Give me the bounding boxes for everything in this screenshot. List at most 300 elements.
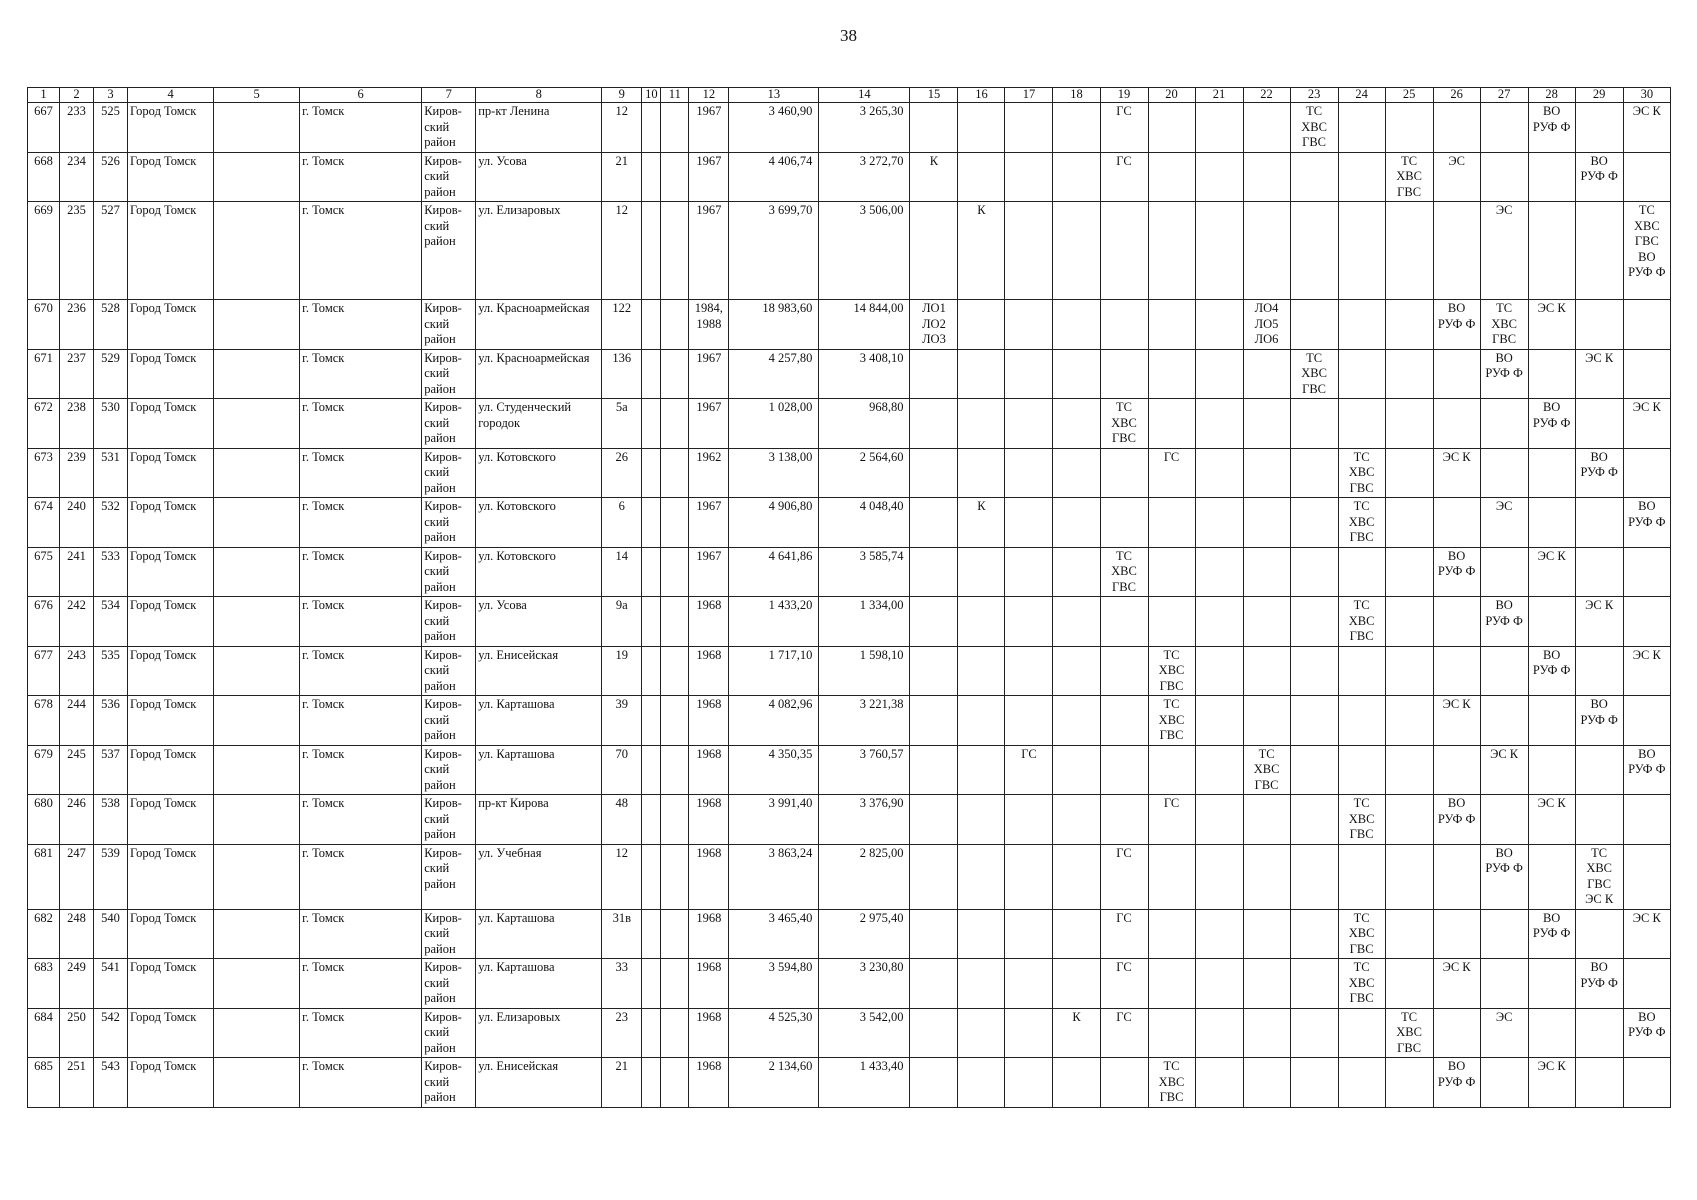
table-cell	[1195, 202, 1243, 300]
table-cell	[1195, 597, 1243, 647]
table-cell: ул. Учебная	[476, 844, 602, 909]
table-cell: 237	[60, 349, 94, 399]
table-cell: 541	[94, 959, 128, 1009]
table-cell	[661, 152, 689, 202]
table-cell: ТС ХВС ГВС	[1338, 498, 1385, 548]
table-cell: Киров- ский район	[422, 909, 476, 959]
table-cell	[958, 1058, 1005, 1108]
table-cell	[661, 498, 689, 548]
table-cell: 1967	[689, 399, 729, 449]
table-cell	[910, 202, 958, 300]
table-cell: 1 028,00	[729, 399, 819, 449]
table-cell: ул. Елизаровых	[476, 202, 602, 300]
table-cell	[1005, 103, 1053, 153]
table-cell: 1968	[689, 597, 729, 647]
table-cell: 4 525,30	[729, 1008, 819, 1058]
table-cell	[642, 1058, 661, 1108]
table-cell	[1053, 795, 1100, 845]
table-cell	[1148, 597, 1195, 647]
table-row	[28, 795, 1671, 845]
table-cell	[1290, 498, 1338, 548]
table-cell: 1968	[689, 696, 729, 746]
table-cell	[958, 103, 1005, 153]
table-cell	[642, 1008, 661, 1058]
table-cell	[1195, 909, 1243, 959]
table-cell: ул. Усова	[476, 152, 602, 202]
table-cell	[1338, 745, 1385, 795]
table-cell: ул. Котовского	[476, 448, 602, 498]
table-cell	[214, 646, 300, 696]
table-cell: Город Томск	[128, 300, 214, 350]
table-cell: 1984, 1988	[689, 300, 729, 350]
table-cell	[1053, 202, 1100, 300]
column-header: 22	[1243, 88, 1290, 103]
table-cell	[1480, 959, 1528, 1009]
table-cell	[1195, 448, 1243, 498]
table-cell: 667	[28, 103, 60, 153]
table-cell: 235	[60, 202, 94, 300]
table-cell: Киров- ский район	[422, 448, 476, 498]
table-cell	[661, 745, 689, 795]
table-cell	[1148, 909, 1195, 959]
table-cell	[1290, 1058, 1338, 1108]
table-cell	[1243, 844, 1290, 909]
column-header: 5	[214, 88, 300, 103]
table-cell: Город Томск	[128, 448, 214, 498]
table-cell	[1575, 1058, 1623, 1108]
table-cell	[1005, 795, 1053, 845]
table-cell: Город Томск	[128, 795, 214, 845]
table-cell: ВО РУФ Ф	[1480, 349, 1528, 399]
table-cell	[1005, 300, 1053, 350]
table-cell: ВО РУФ Ф	[1433, 300, 1480, 350]
table-cell: 3 265,30	[819, 103, 910, 153]
table-cell: 250	[60, 1008, 94, 1058]
table-cell	[1338, 349, 1385, 399]
table-cell	[661, 1058, 689, 1108]
table-cell	[642, 349, 661, 399]
table-cell	[1243, 795, 1290, 845]
table-cell	[1148, 103, 1195, 153]
table-cell: г. Томск	[300, 202, 422, 300]
table-cell	[1243, 448, 1290, 498]
table-cell: 1968	[689, 1008, 729, 1058]
table-cell	[214, 959, 300, 1009]
table-cell: 539	[94, 844, 128, 909]
table-cell: ВО РУФ Ф	[1623, 498, 1670, 548]
table-cell: 3 594,80	[729, 959, 819, 1009]
table-cell	[661, 547, 689, 597]
table-cell: ТС ХВС ГВС	[1290, 349, 1338, 399]
table-cell: К	[958, 202, 1005, 300]
table-cell	[661, 795, 689, 845]
table-cell: ЭС К	[1623, 399, 1670, 449]
table-cell	[1338, 300, 1385, 350]
table-cell: ВО РУФ Ф	[1575, 152, 1623, 202]
table-cell: ЭС	[1433, 152, 1480, 202]
table-cell: 673	[28, 448, 60, 498]
table-cell	[1195, 646, 1243, 696]
table-cell: ТС ХВС ГВС	[1338, 959, 1385, 1009]
table-cell	[1290, 547, 1338, 597]
table-cell	[1338, 646, 1385, 696]
table-cell	[1243, 909, 1290, 959]
table-cell	[1148, 844, 1195, 909]
column-header: 24	[1338, 88, 1385, 103]
table-cell	[1148, 547, 1195, 597]
column-header: 28	[1528, 88, 1575, 103]
table-cell	[214, 1008, 300, 1058]
table-cell: Киров- ский район	[422, 300, 476, 350]
table-cell	[1575, 547, 1623, 597]
table-cell	[661, 959, 689, 1009]
table-cell: 3 272,70	[819, 152, 910, 202]
table-cell: 534	[94, 597, 128, 647]
column-header: 7	[422, 88, 476, 103]
table-cell	[214, 696, 300, 746]
table-cell	[1053, 547, 1100, 597]
table-cell: ул. Енисейская	[476, 646, 602, 696]
table-cell	[214, 202, 300, 300]
table-cell	[1005, 646, 1053, 696]
table-cell	[1243, 959, 1290, 1009]
table-cell	[1480, 1058, 1528, 1108]
table-cell	[642, 696, 661, 746]
table-cell: Город Томск	[128, 959, 214, 1009]
table-cell	[1290, 399, 1338, 449]
table-cell	[214, 844, 300, 909]
table-cell: Киров- ский район	[422, 795, 476, 845]
table-cell: Город Томск	[128, 844, 214, 909]
table-cell	[1053, 844, 1100, 909]
table-cell: Киров- ский район	[422, 745, 476, 795]
table-cell	[958, 795, 1005, 845]
table-cell: 678	[28, 696, 60, 746]
column-header: 19	[1100, 88, 1148, 103]
column-header: 4	[128, 88, 214, 103]
table-cell: 671	[28, 349, 60, 399]
table-cell	[910, 1008, 958, 1058]
table-cell	[1385, 448, 1433, 498]
table-cell: 238	[60, 399, 94, 449]
table-cell	[1100, 349, 1148, 399]
table-cell	[1148, 152, 1195, 202]
table-cell: 535	[94, 646, 128, 696]
table-cell	[1290, 300, 1338, 350]
table-cell: ЭС	[1480, 1008, 1528, 1058]
table-cell	[1338, 152, 1385, 202]
table-cell: 674	[28, 498, 60, 548]
table-cell	[910, 696, 958, 746]
table-cell: 243	[60, 646, 94, 696]
table-row	[28, 349, 1671, 399]
table-cell	[1528, 448, 1575, 498]
table-cell	[1005, 1058, 1053, 1108]
table-cell	[1148, 498, 1195, 548]
table-cell: ТС ХВС ГВС	[1148, 696, 1195, 746]
table-cell: 3 863,24	[729, 844, 819, 909]
table-cell: ЭС К	[1433, 959, 1480, 1009]
table-cell: 14 844,00	[819, 300, 910, 350]
table-cell	[1148, 1008, 1195, 1058]
table-row	[28, 498, 1671, 548]
table-cell: Город Томск	[128, 152, 214, 202]
table-cell: 251	[60, 1058, 94, 1108]
table-cell	[1005, 152, 1053, 202]
column-header: 17	[1005, 88, 1053, 103]
table-cell	[1433, 909, 1480, 959]
table-cell: 537	[94, 745, 128, 795]
table-cell: г. Томск	[300, 498, 422, 548]
table-cell	[958, 844, 1005, 909]
table-cell	[642, 202, 661, 300]
table-cell	[1480, 909, 1528, 959]
table-cell: г. Томск	[300, 646, 422, 696]
table-cell: ВО РУФ Ф	[1480, 844, 1528, 909]
table-cell	[1005, 399, 1053, 449]
table-cell: 3 760,57	[819, 745, 910, 795]
table-cell: К	[958, 498, 1005, 548]
table-cell: 240	[60, 498, 94, 548]
table-cell: 1968	[689, 745, 729, 795]
table-cell: 3 991,40	[729, 795, 819, 845]
table-cell	[1575, 795, 1623, 845]
table-body	[28, 103, 1671, 1108]
table-cell: 14	[602, 547, 642, 597]
table-cell: 685	[28, 1058, 60, 1108]
table-row	[28, 202, 1671, 300]
table-row	[28, 959, 1671, 1009]
table-cell: ул. Карташова	[476, 909, 602, 959]
table-cell: ТС ХВС ГВС	[1338, 448, 1385, 498]
column-header: 23	[1290, 88, 1338, 103]
table-cell	[1623, 448, 1670, 498]
table-cell: 1968	[689, 795, 729, 845]
table-cell	[661, 597, 689, 647]
table-cell	[1385, 696, 1433, 746]
table-cell	[1148, 745, 1195, 795]
table-cell	[910, 597, 958, 647]
table-cell	[1053, 696, 1100, 746]
table-cell	[1100, 202, 1148, 300]
table-cell	[642, 959, 661, 1009]
table-cell	[214, 1058, 300, 1108]
table-cell: ТС ХВС ГВС	[1148, 1058, 1195, 1108]
table-cell: Город Томск	[128, 646, 214, 696]
table-cell: 48	[602, 795, 642, 845]
table-cell	[1243, 103, 1290, 153]
table-cell: 683	[28, 959, 60, 1009]
table-cell	[1195, 1058, 1243, 1108]
table-cell: 136	[602, 349, 642, 399]
table-cell: 18 983,60	[729, 300, 819, 350]
table-cell: 1968	[689, 646, 729, 696]
table-cell	[1005, 547, 1053, 597]
table-cell	[1528, 349, 1575, 399]
table-cell: Киров- ский район	[422, 959, 476, 1009]
table-row	[28, 399, 1671, 449]
table-cell: Киров- ский район	[422, 597, 476, 647]
table-cell	[1433, 399, 1480, 449]
table-cell	[1148, 300, 1195, 350]
table-cell: 4 257,80	[729, 349, 819, 399]
table-cell	[1528, 1008, 1575, 1058]
table-cell	[642, 103, 661, 153]
table-cell	[1243, 646, 1290, 696]
table-cell: 1 433,20	[729, 597, 819, 647]
table-cell: 670	[28, 300, 60, 350]
table-cell: 233	[60, 103, 94, 153]
table-cell	[1195, 844, 1243, 909]
table-cell: г. Томск	[300, 1008, 422, 1058]
table-cell: г. Томск	[300, 909, 422, 959]
table-cell	[1385, 909, 1433, 959]
table-cell: 527	[94, 202, 128, 300]
table-cell	[1100, 597, 1148, 647]
table-cell	[214, 152, 300, 202]
table-cell	[1433, 646, 1480, 696]
table-cell	[1623, 152, 1670, 202]
table-cell: 668	[28, 152, 60, 202]
table-cell: ВО РУФ Ф	[1528, 399, 1575, 449]
table-cell	[1005, 498, 1053, 548]
table-cell	[910, 1058, 958, 1108]
column-header: 27	[1480, 88, 1528, 103]
table-cell	[1053, 349, 1100, 399]
table-cell	[958, 349, 1005, 399]
table-cell: Киров- ский район	[422, 1008, 476, 1058]
table-cell	[1433, 349, 1480, 399]
table-cell: ТС ХВС ГВС	[1385, 152, 1433, 202]
table-cell	[1290, 795, 1338, 845]
table-cell	[910, 844, 958, 909]
table-cell: 543	[94, 1058, 128, 1108]
table-cell	[1005, 349, 1053, 399]
table-cell	[1385, 399, 1433, 449]
table-cell: ул. Елизаровых	[476, 1008, 602, 1058]
table-cell	[1195, 349, 1243, 399]
table-cell	[1385, 844, 1433, 909]
table-cell	[1005, 959, 1053, 1009]
table-cell	[642, 795, 661, 845]
table-cell: 244	[60, 696, 94, 746]
table-cell: 531	[94, 448, 128, 498]
table-cell: ЭС	[1480, 498, 1528, 548]
table-cell: 529	[94, 349, 128, 399]
table-cell: ул. Котовского	[476, 547, 602, 597]
table-cell: 672	[28, 399, 60, 449]
table-cell	[910, 349, 958, 399]
table-cell: 4 350,35	[729, 745, 819, 795]
table-cell	[910, 448, 958, 498]
table-cell: ТС ХВС ГВС ВО РУФ Ф	[1623, 202, 1670, 300]
table-cell	[661, 696, 689, 746]
table-cell: ТС ХВС ГВС	[1480, 300, 1528, 350]
table-cell	[1053, 646, 1100, 696]
column-header: 1	[28, 88, 60, 103]
table-cell	[642, 745, 661, 795]
table-cell	[1385, 597, 1433, 647]
table-cell	[1053, 498, 1100, 548]
table-cell: 4 641,86	[729, 547, 819, 597]
table-cell: ТС ХВС ГВС	[1338, 909, 1385, 959]
table-cell: ул. Карташова	[476, 745, 602, 795]
table-cell: ТС ХВС ГВС	[1338, 597, 1385, 647]
table-cell: ТС ХВС ГВС	[1243, 745, 1290, 795]
table-cell: Город Томск	[128, 349, 214, 399]
table-cell	[214, 547, 300, 597]
table-cell	[1005, 202, 1053, 300]
table-cell	[1623, 795, 1670, 845]
column-header: 20	[1148, 88, 1195, 103]
table-cell: 4 082,96	[729, 696, 819, 746]
table-cell: 677	[28, 646, 60, 696]
table-cell: 3 465,40	[729, 909, 819, 959]
table-cell: г. Томск	[300, 300, 422, 350]
column-header: 13	[729, 88, 819, 103]
table-cell	[1528, 844, 1575, 909]
table-cell	[1195, 547, 1243, 597]
table-cell: Киров- ский район	[422, 646, 476, 696]
table-cell: 2 564,60	[819, 448, 910, 498]
table-cell: 1 433,40	[819, 1058, 910, 1108]
table-cell: ЭС К	[1433, 448, 1480, 498]
table-cell: 679	[28, 745, 60, 795]
table-cell	[1290, 448, 1338, 498]
table-cell	[1290, 909, 1338, 959]
table-cell: 246	[60, 795, 94, 845]
table-cell	[1338, 696, 1385, 746]
table-cell	[1385, 795, 1433, 845]
table-cell: ЭС К	[1575, 349, 1623, 399]
table-cell	[1385, 202, 1433, 300]
table-cell: 542	[94, 1008, 128, 1058]
table-cell: 2 134,60	[729, 1058, 819, 1108]
table-cell: Город Томск	[128, 202, 214, 300]
table-cell	[661, 646, 689, 696]
table-cell: 680	[28, 795, 60, 845]
table-cell	[1195, 399, 1243, 449]
table-cell: 19	[602, 646, 642, 696]
table-cell	[1100, 696, 1148, 746]
table-cell	[1385, 103, 1433, 153]
table-cell	[1575, 202, 1623, 300]
table-cell	[642, 844, 661, 909]
table-cell	[1243, 696, 1290, 746]
table-cell: 684	[28, 1008, 60, 1058]
table-cell: Город Томск	[128, 1008, 214, 1058]
table-cell: 239	[60, 448, 94, 498]
table-cell: 681	[28, 844, 60, 909]
table-cell: 6	[602, 498, 642, 548]
table-cell: ТС ХВС ГВС	[1338, 795, 1385, 845]
table-cell	[1433, 844, 1480, 909]
table-cell: 248	[60, 909, 94, 959]
table-cell: ул. Красноармейская	[476, 349, 602, 399]
table-cell	[1243, 1058, 1290, 1108]
table-cell: Город Томск	[128, 909, 214, 959]
table-cell	[1243, 152, 1290, 202]
table-cell: 1968	[689, 959, 729, 1009]
table-cell	[958, 745, 1005, 795]
table-cell	[1053, 448, 1100, 498]
table-cell: пр-кт Кирова	[476, 795, 602, 845]
table-cell	[1005, 597, 1053, 647]
table-cell: 669	[28, 202, 60, 300]
table-cell	[1290, 202, 1338, 300]
table-cell	[214, 795, 300, 845]
column-header: 10	[642, 88, 661, 103]
